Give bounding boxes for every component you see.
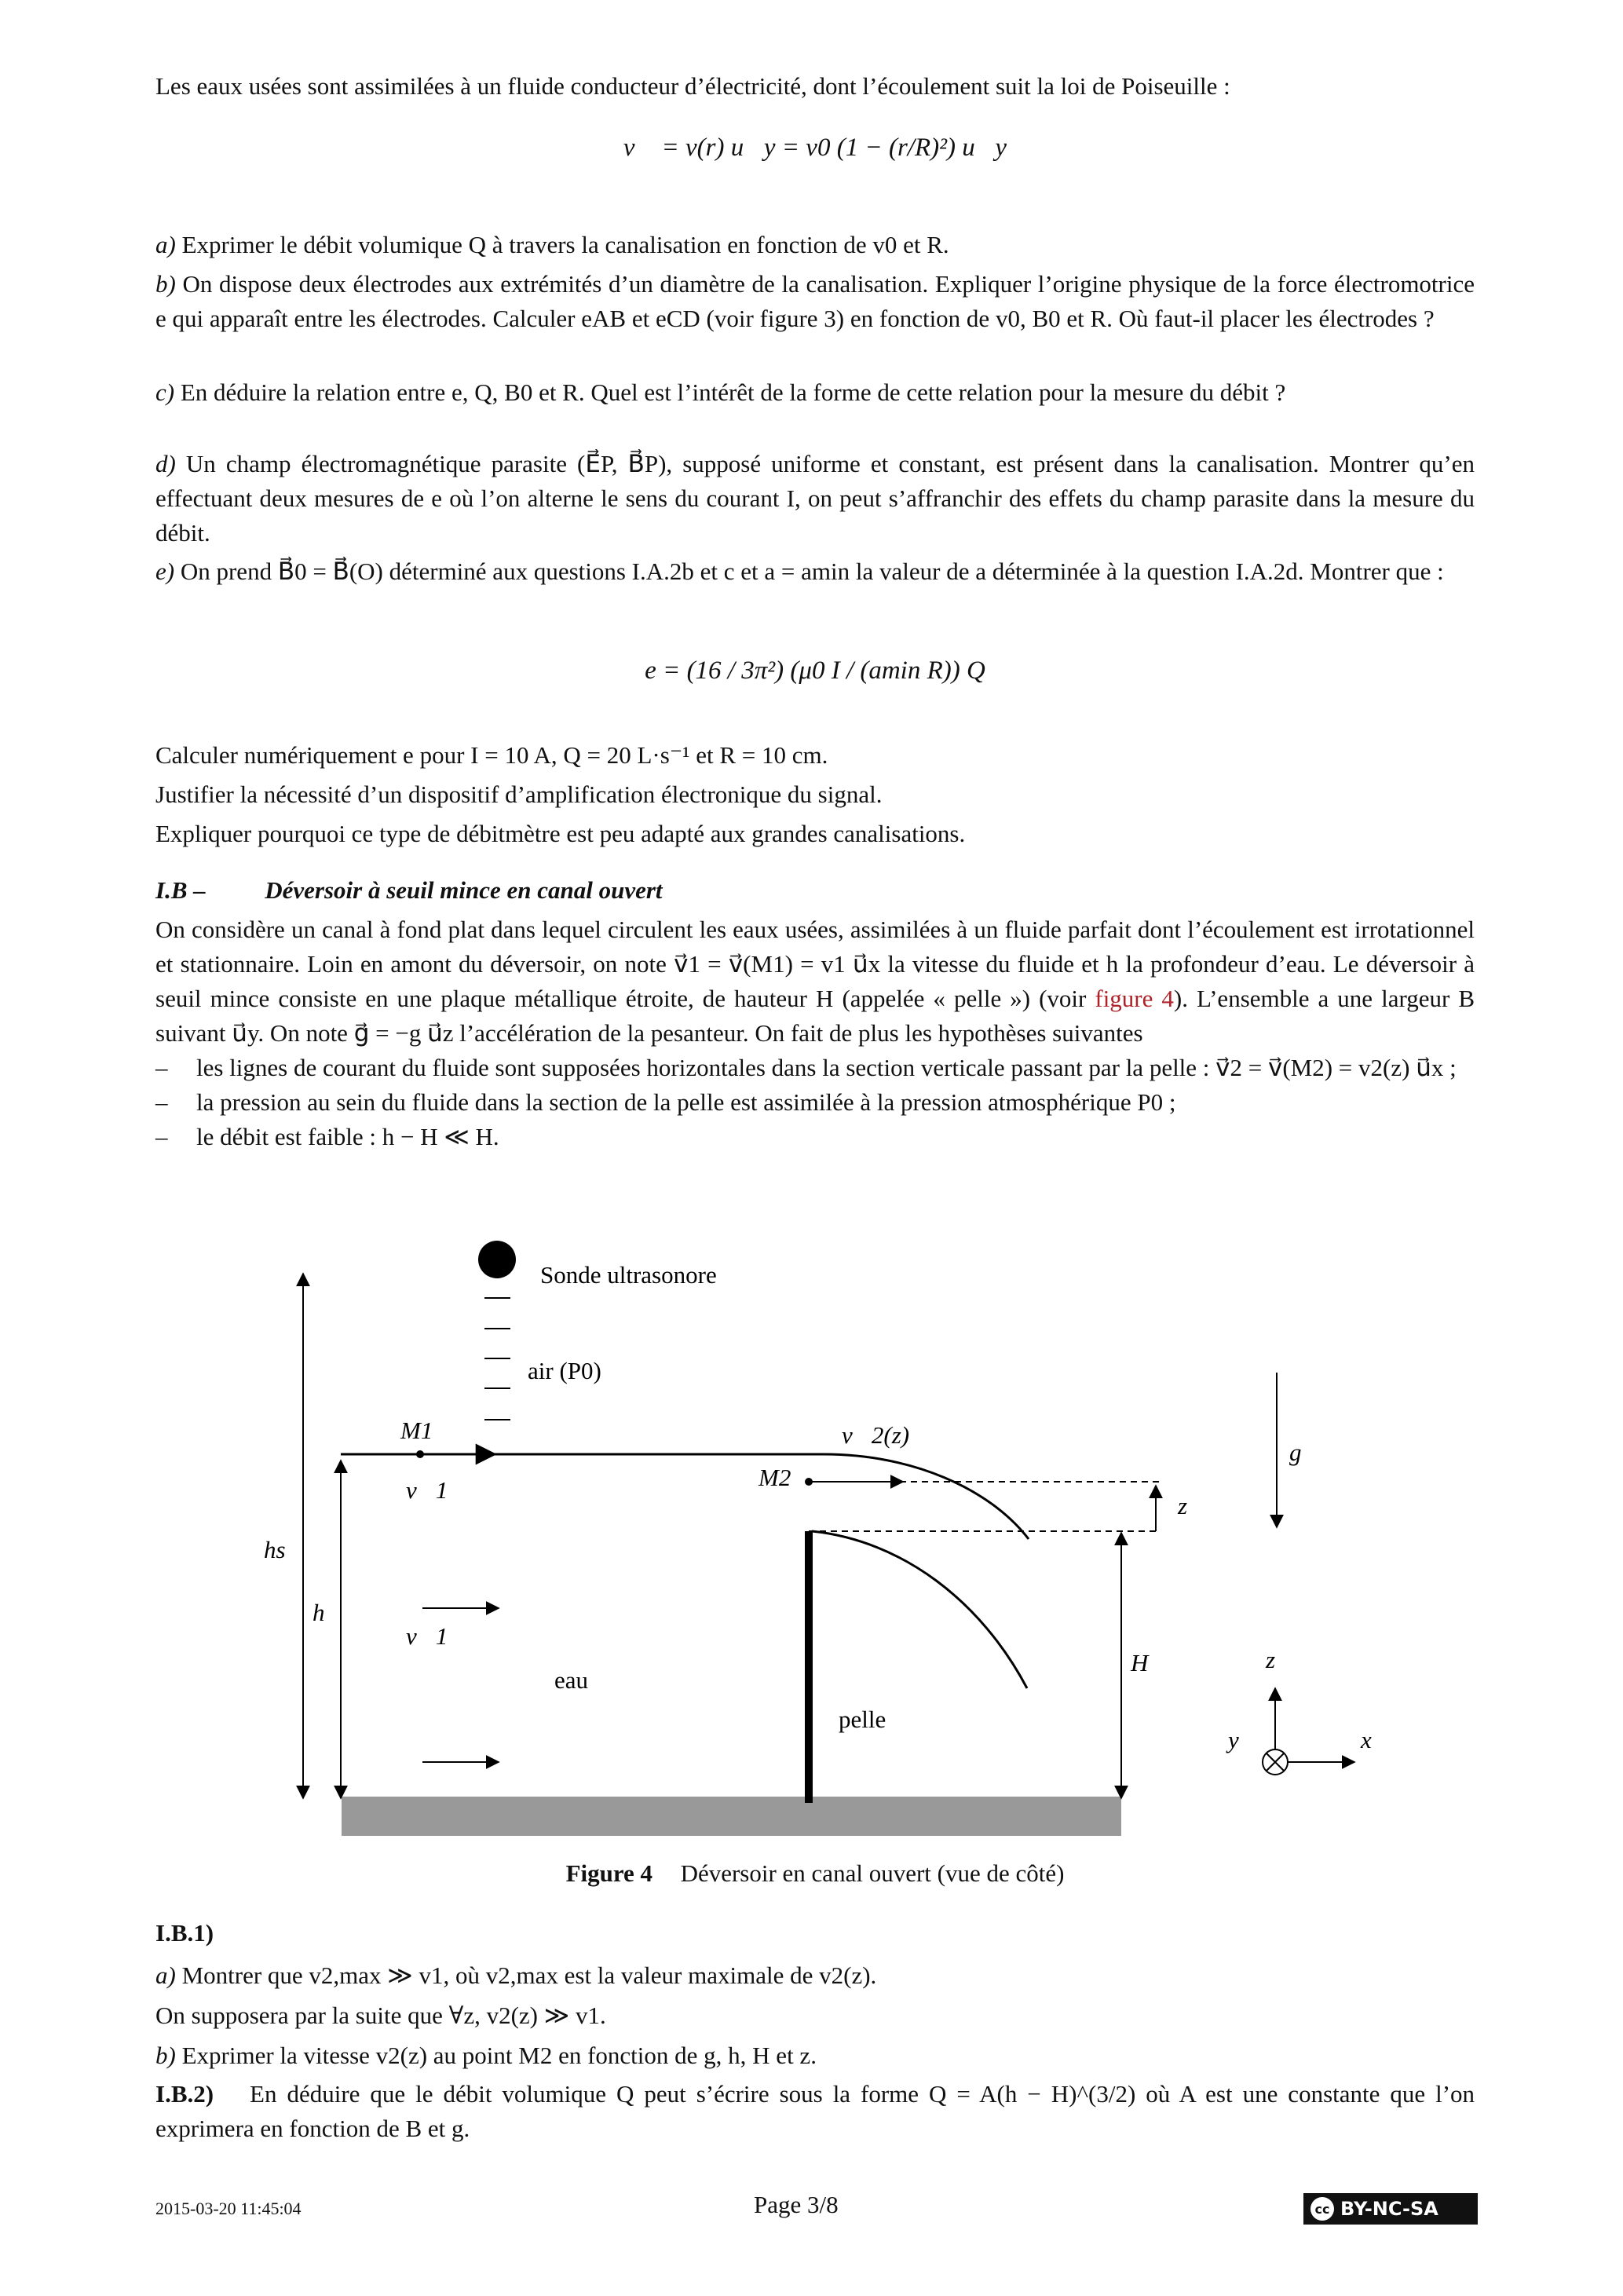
label-M1: M1 [400,1417,433,1444]
footer-page-number: Page 3/8 [754,2191,839,2218]
ib1-heading: I.B.1) [155,1919,214,1947]
ib1-a-label: a) [155,1961,176,1989]
label-z-dim: z [1178,1492,1188,1519]
ib-paragraph-part1: On considère un canal à fond plat dans lequel circulent les eaux usées, assimilées à un fluide parfait dont l’écoulement est irrotationnel et stationnaire. Loin en amont du déversoir, on note v⃗1 = v⃗(M1) = v1 u⃗x la vitesse du fluide et h la profondeur d’eau. Le déversoir à seuil mince consiste en une plaque métallique étroite, de hauteur H (appelée « pelle ») (voir [155,916,1475,1012]
section-ib-heading [155,873,1475,908]
label-v1-top: v⃗1 [406,1476,448,1504]
figure-4-diagram [0,1209,1623,1885]
question-a-label: a) [155,231,176,258]
ib1-question-a [155,1958,1475,1993]
hypotheses-list [155,1051,1475,1154]
section-ib-number: I.B – [155,876,206,904]
question-e-label: e) [155,558,175,585]
label-axis-y: y [1228,1726,1239,1753]
label-g: g⃗ [1289,1439,1321,1466]
caption-label: Figure 4 [565,1859,653,1887]
explain-line: Expliquer pourquoi ce type de débitmètre est peu adapté aux grandes canalisations. [155,820,966,847]
label-air: air (P0) [528,1357,601,1384]
caption-text: Déversoir en canal ouvert (vue de côté) [680,1859,1065,1887]
ib1-b-text: Exprimer la vitesse v2(z) au point M2 en fonction de g, h, H et z. [181,2042,817,2069]
ib-paragraph-part2: ). L’ensemble a une largeur B suivant u⃗y. On note g⃗ = −g u⃗z l’accélération de la pesanteur. On fait de plus les hypothèses suivantes [155,985,1475,1047]
hypothesis-item: – les lignes de courant du fluide sont supposées horizontales dans la section verticale passant par la pelle : v⃗2 = v⃗(M2) = v2(z) u⃗x ; [155,1051,1475,1085]
hypothesis-item: – le débit est faible : h − H ≪ H. [155,1120,1475,1154]
label-H: H [1131,1649,1149,1676]
label-v1-mid: v⃗1 [406,1622,448,1650]
section-ib-paragraph [155,912,1475,1154]
label-eau: eau [554,1666,589,1694]
point-M1 [416,1450,424,1458]
ib1-question-b [155,2038,1475,2073]
question-c [155,375,1475,410]
question-e [155,554,1475,589]
ib2-question [155,2077,1475,2146]
license-text: BY-NC-SA [1340,2198,1438,2220]
label-axis-z: z [1266,1646,1276,1673]
question-a-text: Exprimer le débit volumique Q à travers la canalisation en fonction de v0 et R. [181,231,949,258]
ib2-text: En déduire que le débit volumique Q peut s’écrire sous la forme Q = A(h − H)^(3/2) où A est une constante que l’on exprimera en fonction de B et g. [155,2080,1475,2142]
footer-timestamp: 2015-03-20 11:45:04 [155,2199,302,2218]
ultrasonic-probe-icon [478,1241,516,1278]
ib1-b-label: b) [155,2042,176,2069]
ultrasound-waves [484,1298,510,1420]
ib1-a-text: Montrer que v2,max ≫ v1, où v2,max est la valeur maximale de v2(z). [181,1961,877,1989]
question-d-label: d) [155,450,176,477]
equation-poiseuille: v⃗ = v(r) u⃗y = v0 (1 − (r/R)²) u⃗y [623,133,1007,162]
label-pelle: pelle [839,1706,886,1733]
ib2-heading: I.B.2) [155,2080,214,2108]
intro-line: Les eaux usées sont assimilées à un fluide conducteur d’électricité, dont l’écoulement suit la loi de Poiseuille : [155,72,1230,100]
lower-nappe [812,1531,1027,1688]
hypothesis-item: – la pression au sein du fluide dans la section de la pelle est assimilée à la pression atmosphérique P0 ; [155,1085,1475,1120]
label-v2z: v⃗2(z) [842,1421,910,1449]
question-c-label: c) [155,378,175,406]
label-axis-x: x [1361,1726,1372,1753]
justify-line: Justifier la nécessité d’un dispositif d’amplification électronique du signal. [155,781,883,808]
section-ib-title: Déversoir à seuil mince en canal ouvert [265,876,663,904]
figure-4-link[interactable]: figure 4 [1095,985,1174,1012]
figure-4-caption [155,1856,1475,1891]
question-d [155,447,1475,550]
equation-e: e = (16 / 3π²) (μ0 I / (amin R)) Q [645,656,985,685]
channel-floor [342,1797,1121,1836]
label-M2: M2 [758,1464,791,1491]
question-a [155,228,1475,262]
calc-line: Calculer numériquement e pour I = 10 A, Q = 20 L·s⁻¹ et R = 10 cm. [155,741,828,769]
question-b [155,267,1475,336]
label-hs: hs [264,1536,286,1563]
question-b-label: b) [155,270,176,298]
question-b-text: On dispose deux électrodes aux extrémités d’un diamètre de la canalisation. Expliquer l’origine physique de la force électromotrice e qui apparaît entre les électrodes. Calculer eAB et eCD (voir figure 3) en fonction de v0, B0 et R. Où faut-il placer les électrodes ? [155,270,1475,332]
label-sonde: Sonde ultrasonore [540,1261,717,1289]
label-h: h [313,1599,325,1626]
ib1-assumption: On supposera par la suite que ∀z, v2(z) ≫ v1. [155,2002,606,2029]
creative-commons-icon: cc [1310,2197,1334,2221]
question-c-text: En déduire la relation entre e, Q, B0 et R. Quel est l’intérêt de la forme de cette relation pour la mesure du débit ? [180,378,1286,406]
license-badge [1303,2193,1478,2225]
point-M2 [805,1478,813,1486]
question-e-text: On prend B⃗0 = B⃗(O) déterminé aux questions I.A.2b et c et a = amin la valeur de a déterminée à la question I.A.2d. Montrer que : [180,558,1444,585]
question-d-text: Un champ électromagnétique parasite (E⃗P, B⃗P), supposé uniforme et constant, est présent dans la canalisation. Montrer qu’en effectuant deux mesures de e où l’on alterne le sens du courant I, on peut s’affranchir des effets du champ parasite dans la mesure du débit. [155,450,1475,547]
